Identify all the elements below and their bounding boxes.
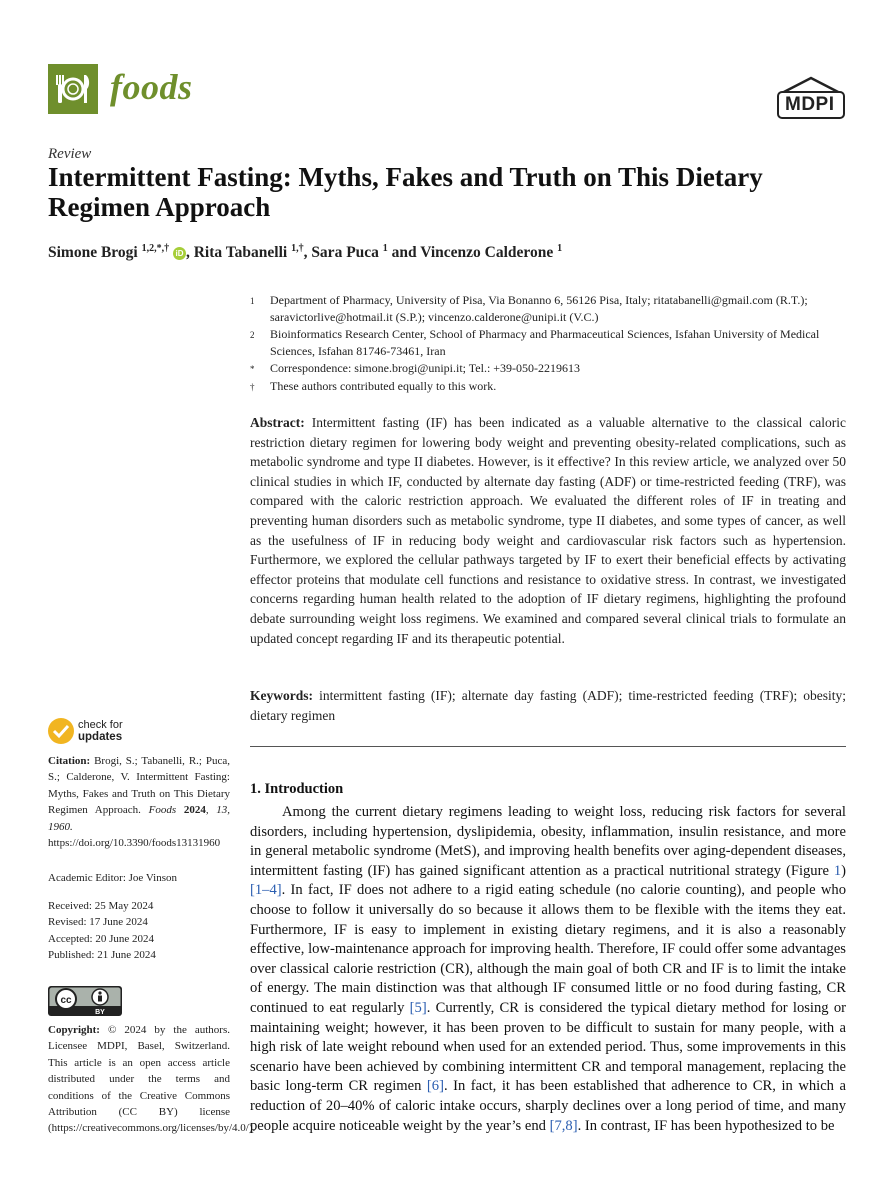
reference-link[interactable]: [1–4] — [250, 882, 282, 899]
section-divider — [250, 746, 846, 747]
plate-fork-knife-icon — [52, 72, 94, 106]
keywords-label: Keywords: — [250, 688, 313, 703]
check-updates-icon — [48, 718, 74, 744]
check-updates-label: check for — [78, 719, 123, 731]
check-for-updates-button[interactable] — [48, 718, 123, 744]
orcid-icon[interactable]: iD — [173, 247, 186, 260]
received-date: Received: 25 May 2024 — [48, 900, 154, 912]
publication-dates — [48, 898, 230, 964]
check-updates-label-bold: updates — [78, 731, 123, 743]
correspondence: * Correspondence: simone.brogi@unipi.it; Tel.: +39-050-2219613 — [250, 361, 581, 375]
academic-editor: Academic Editor: Joe Vinson — [48, 872, 177, 884]
citation-journal: Foods — [148, 804, 177, 817]
author-affiliation-mark: 1,† — [291, 243, 304, 254]
svg-text:cc: cc — [60, 995, 72, 1006]
article-title: Intermittent Fasting: Myths, Fakes and Truth on This Dietary Regimen Approach — [48, 162, 763, 222]
author-list: Simone Brogi $^{1,2,*,\dagger}$ iD , Rita Tabanelli $^{1,\dagger}$, Sara Puca $^1$ and Vincenzo Calderone $^1$ — [48, 243, 563, 262]
affiliation-item: 2 Bioinformatics Research Center, School of Pharmacy and Pharmaceutical Sciences, Isfahan University of Medical Sciences, Isfahan 81746-73461, Iran — [250, 327, 820, 358]
citation-text: Brogi, S.; Tabanelli, R.; Puca, S.; Calderone, V. Intermittent Fasting: Myths, Fakes and Truth on This Dietary Regimen Approach. — [48, 755, 231, 817]
license-by-label: BY — [95, 1009, 105, 1016]
publisher-logo[interactable] — [776, 76, 846, 120]
author-name[interactable]: Sara Puca — [311, 244, 379, 262]
keywords — [250, 686, 846, 725]
author-affiliation-mark: 1,2,*,† — [141, 243, 170, 254]
abstract-text: Intermittent fasting (IF) has been indicated as a valuable alternative to the classical caloric restriction dietary regimen for lowering body weight and preventing obesity-related complications, such as metabolic syndrome and type II diabetes. However, is it effective? In this review article, we analyzed over 50 clinical studies in which IF, conducted by alternate day fasting (ADF) or time-restricted feeding (TRF), was compared with the caloric restriction approach. We evaluated the different roles of IF in treating and preventing human disorders such as metabolic syndrome, type II diabetes, and some types of cancer, as well as the usefulness of IF in reducing body weight and cardiovascular risk factors such as hypertension. Furthermore, we explored the cellular pathways targeted by IF to exert their beneficial effects by activating effector proteins that modulate cell functions and resistance to oxidative stress. In contrast, we investigated concerns regarding human health related to the adoption of IF dietary regimens, highlighting the profound debate surrounding weight loss regimens. We examined and compared several clinical trials to formulate an updated concept regarding IF and its therapeutic potential. — [250, 415, 846, 646]
figure-link[interactable]: 1 — [833, 862, 842, 879]
cc-by-license-icon[interactable] — [48, 986, 122, 1016]
abstract-label: Abstract: — [250, 415, 305, 430]
copyright-text: © 2024 by the authors. Licensee MDPI, Basel, Switzerland. This article is an open access article distributed under the terms and conditions of the Creative Commons Attribution (CC BY) license (https://creativecommons.org/licenses/by/4.0/). — [48, 1024, 256, 1135]
author-name[interactable]: Simone Brogi — [48, 244, 138, 262]
journal-logo[interactable] — [48, 64, 98, 114]
affiliations — [250, 292, 860, 396]
copyright-label: Copyright: — [48, 1024, 100, 1036]
citation-label: Citation: — [48, 755, 91, 767]
affiliation-item: 1 Department of Pharmacy, University of Pisa, Via Bonanno 6, 56126 Pisa, Italy; ritatabanelli@gmail.com (R.T.); saravictorlive@hotmail.it (S.P.); vincenzo.calderone@unipi.it (V.C.) — [250, 293, 808, 324]
equal-contribution-note: † These authors contributed equally to this work. — [250, 379, 497, 393]
citation — [48, 753, 230, 851]
reference-link[interactable]: [6] — [426, 1078, 444, 1095]
author-affiliation-mark: 1 — [557, 243, 563, 254]
revised-date: Revised: 17 June 2024 — [48, 916, 148, 929]
abstract — [250, 413, 846, 648]
published-date: Published: 21 June 2024 — [48, 949, 156, 962]
reference-link[interactable]: [7,8] — [549, 1117, 578, 1134]
doi-link[interactable]: https://doi.org/10.3390/foods13131960 — [48, 837, 221, 850]
keywords-text: intermittent fasting (IF); alternate day fasting (ADF); time-restricted feeding (TRF); obesity; dietary regimen — [250, 688, 846, 723]
copyright-notice — [48, 1022, 256, 1137]
journal-name: foods — [110, 67, 193, 107]
accepted-date: Accepted: 20 June 2024 — [48, 932, 154, 945]
article-type: Review — [48, 146, 92, 162]
section-heading: 1. Introduction — [250, 781, 344, 797]
author-name[interactable]: Vincenzo Calderone — [420, 244, 554, 262]
publisher-name: MDPI — [785, 94, 835, 115]
reference-link[interactable]: [5] — [409, 999, 427, 1016]
citation-year: 2024 — [183, 804, 206, 817]
introduction-paragraph: Among the current dietary regimens leading to weight loss, reducing risk factors for several disorders, including hypertension, dyslipidemia, obesity, inflammation, insulin resistance, and more in general metabolic syndrome (MetS), and improving health benefits over aging-dependent diseases, intermittent fasting (IF) has gained significant attention as a practical nutritional strategy (Figure 1) [1–4]. In fact, IF does not adhere to a rigid eating schedule (no calorie counting), and people who choose to follow it universally do so because it allows them to be flexible with the items they eat. Furthermore, IF is easy to implement in existing dietary regimens, and it is also a reasonably effective, low-maintenance approach for improving health. Therefore, IF could offer some advantages over classical calorie restriction (CR), although the main goal of both CR and IF is to limit the intake of energy. The main distinction was that although IF consumed little or no food during fasting, CR continued to eat regularly [5]. Currently, CR is considered the typical dietary method for losing or maintaining weight; however, it has been proven to be difficult to sustain for many people, with a high risk of late weight rebound when used for an extended period. Thus, some improvements in this scenario have been achieved by combining intermittent CR and temporal management, replacing the basic long-term CR regimen [6]. In fact, it has been established that adherence to CR, in which a reduction of 20–40% of caloric intake occurs, sharply declines over a long period of time, and many people acquire noticeable weight by the year’s end [7,8]. In contrast, IF has been hypothesized to be — [250, 804, 846, 1134]
citation-volume: , 13, 1960. — [48, 804, 231, 833]
author-name[interactable]: Rita Tabanelli — [193, 244, 288, 262]
author-affiliation-mark: 1 — [382, 243, 388, 254]
